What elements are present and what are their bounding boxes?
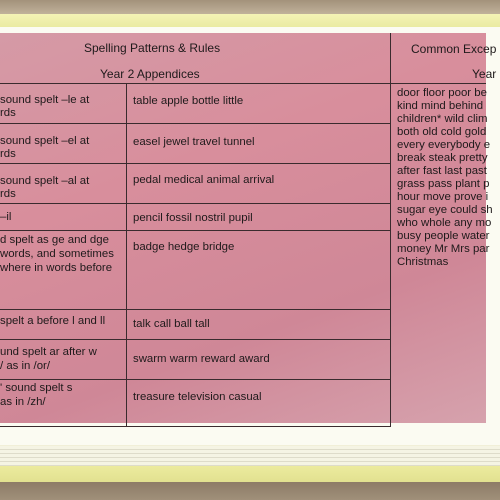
example-cell: talk call ball tall <box>133 318 210 330</box>
exception-line: door floor poor be <box>397 87 487 99</box>
example-cell: easel jewel travel tunnel <box>133 136 255 148</box>
example-cell: pencil fossil nostril pupil <box>133 212 253 224</box>
table-title: Spelling Patterns & Rules <box>84 41 221 55</box>
wood-surface-top <box>0 0 500 14</box>
column-divider <box>390 33 391 427</box>
exceptions-subtitle: Year <box>472 67 497 81</box>
rule-cell: –il <box>0 211 12 223</box>
row-divider <box>0 309 390 310</box>
exceptions-title: Common Excep <box>411 42 497 56</box>
rule-cell: sound spelt –el at <box>0 135 90 147</box>
rule-cell: where in words before <box>0 262 113 274</box>
example-cell: pedal medical animal arrival <box>133 174 275 186</box>
exception-line: after fast last past <box>397 165 487 177</box>
exception-line: break steak pretty <box>397 152 488 164</box>
spelling-table <box>0 33 497 423</box>
wood-surface-bottom <box>0 482 500 500</box>
table-subtitle: Year 2 Appendices <box>100 67 200 81</box>
rule-cell: und spelt ar after w <box>0 346 97 358</box>
rule-cell: ' sound spelt s <box>0 382 73 394</box>
row-divider <box>0 426 390 427</box>
example-cell: treasure television casual <box>133 391 262 403</box>
exception-line: sugar eye could sh <box>397 204 493 216</box>
row-divider <box>390 83 486 84</box>
rule-cell: spelt a before l and ll <box>0 315 106 327</box>
paper-stack-edge <box>0 446 500 466</box>
row-divider <box>0 230 390 231</box>
example-cell: swarm warm reward award <box>133 353 270 365</box>
exception-line: both old cold gold <box>397 126 487 138</box>
row-divider <box>0 83 390 84</box>
exception-line: Christmas <box>397 256 449 268</box>
exception-line: busy people water <box>397 230 490 242</box>
exception-line: kind mind behind <box>397 100 484 112</box>
row-divider <box>0 123 390 124</box>
row-divider <box>0 163 390 164</box>
exception-line: who whole any mo <box>397 217 492 229</box>
example-cell: table apple bottle little <box>133 95 244 107</box>
rule-cell: words, and sometimes <box>0 248 114 260</box>
board-bottom-edge <box>0 466 500 482</box>
rule-cell: d spelt as ge and dge <box>0 234 109 246</box>
exception-line: hour move prove i <box>397 191 489 203</box>
rule-cell: / as in /or/ <box>0 360 51 372</box>
example-cell: badge hedge bridge <box>133 241 235 253</box>
rule-cell: sound spelt –al at <box>0 175 90 187</box>
rule-cell: sound spelt –le at <box>0 94 90 106</box>
row-divider <box>0 203 390 204</box>
row-divider <box>0 379 390 380</box>
exception-line: money Mr Mrs par <box>397 243 490 255</box>
exception-line: grass pass plant p <box>397 178 490 190</box>
rule-cell: rds <box>0 107 16 119</box>
column-divider <box>126 83 127 427</box>
row-divider <box>0 339 390 340</box>
rule-cell: as in /zh/ <box>0 396 46 408</box>
exception-line: children* wild clim <box>397 113 488 125</box>
rule-cell: rds <box>0 148 16 160</box>
rule-cell: rds <box>0 188 16 200</box>
exception-line: every everybody e <box>397 139 491 151</box>
